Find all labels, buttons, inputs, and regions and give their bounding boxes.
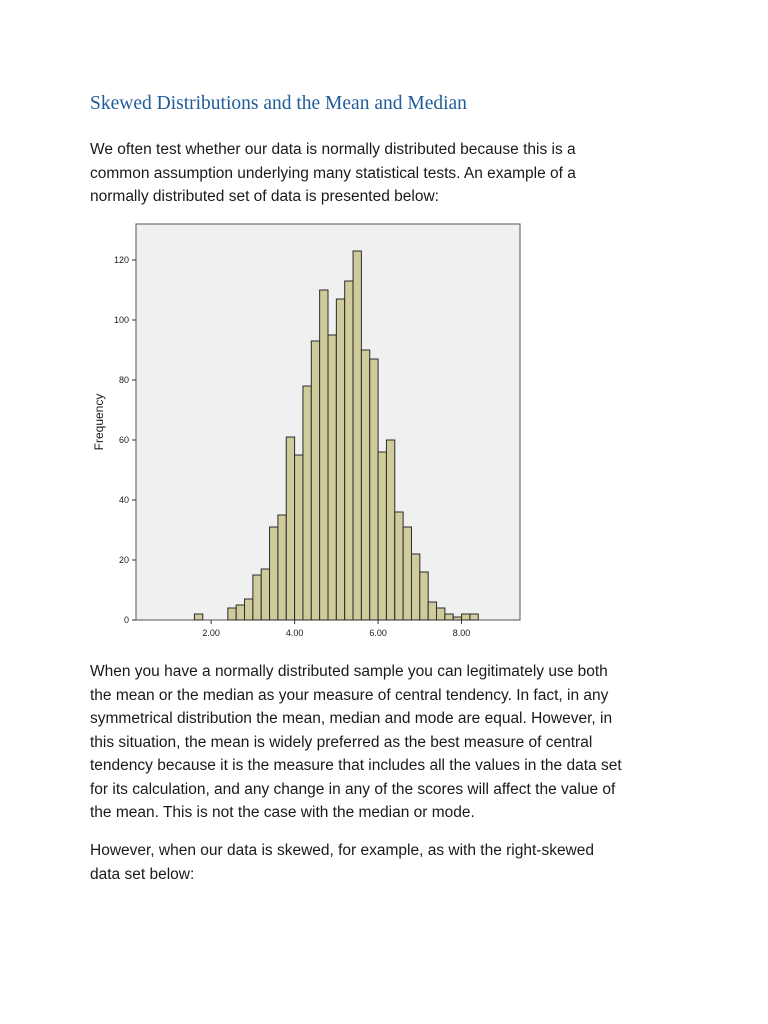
histogram-bar xyxy=(370,359,378,620)
histogram-bar xyxy=(311,341,319,620)
histogram-bar xyxy=(411,554,419,620)
x-tick-label: 2.00 xyxy=(202,628,220,636)
text-line: symmetrical distribution the mean, median and mode are equal. However, in xyxy=(90,710,613,727)
histogram-bar xyxy=(361,350,369,620)
text-line: the mean. This is not the case with the median or mode. xyxy=(90,804,475,821)
histogram-bar xyxy=(353,251,361,620)
x-tick-label: 8.00 xyxy=(452,628,471,636)
y-tick-label: 20 xyxy=(118,555,129,565)
histogram-bar xyxy=(437,608,445,620)
text-line: the mean or the median as your measure of central tendency. In fact, in any xyxy=(90,686,609,704)
text-line: for its calculation, and any change in any of the scores will affect the value of xyxy=(90,780,616,798)
y-tick-label: 60 xyxy=(118,435,129,445)
histogram-bar xyxy=(236,605,244,620)
y-tick-label: 100 xyxy=(113,315,129,325)
histogram-bar xyxy=(270,527,278,620)
histogram-bar xyxy=(470,614,478,620)
text-line: When you have a normally distributed sample you can legitimately use both xyxy=(90,663,608,680)
x-tick-label: 4.00 xyxy=(285,628,304,636)
body-paragraph xyxy=(90,660,690,825)
histogram-bar xyxy=(245,599,253,620)
histogram-bar xyxy=(453,617,461,620)
histogram-bar xyxy=(328,335,336,620)
x-tick-label: 6.00 xyxy=(369,628,387,636)
text-line: However, when our data is skewed, for example, as with the right-skewed xyxy=(90,842,594,859)
histogram-bar xyxy=(303,386,311,620)
histogram-bar xyxy=(286,437,294,620)
histogram-bar xyxy=(462,614,470,620)
y-tick-label: 0 xyxy=(123,615,129,625)
text-line: common assumption underlying many statistical tests. An example of a xyxy=(90,164,576,182)
histogram-bar xyxy=(278,515,286,620)
y-axis-label: Frequency xyxy=(92,393,106,451)
histogram-bar xyxy=(194,614,202,620)
histogram-bar xyxy=(403,527,411,620)
y-tick-label: 80 xyxy=(118,375,129,385)
text-line: data set below: xyxy=(90,865,195,883)
histogram-bar xyxy=(261,569,269,620)
text-line: this situation, the mean is widely preferred as the best measure of central xyxy=(90,733,593,751)
y-tick-label: 40 xyxy=(118,495,129,505)
histogram-bar xyxy=(445,614,453,620)
histogram-bar xyxy=(228,608,236,620)
histogram-bar xyxy=(336,299,344,620)
skew-paragraph xyxy=(90,839,690,886)
y-tick-label: 120 xyxy=(113,255,129,265)
histogram-bar xyxy=(420,572,428,620)
page-title: Skewed Distributions and the Mean and Median xyxy=(90,93,467,114)
intro-paragraph xyxy=(90,138,690,209)
text-line: tendency because it is the measure that includes all the values in the data set xyxy=(90,757,622,774)
text-line: normally distributed set of data is presented below: xyxy=(90,188,439,205)
histogram-bar xyxy=(320,290,328,620)
text-line: We often test whether our data is normally distributed because this is a xyxy=(90,141,576,158)
histogram-bar xyxy=(378,452,386,620)
histogram-bar xyxy=(428,602,436,620)
histogram-bar xyxy=(345,281,353,620)
histogram-bar xyxy=(253,575,261,620)
histogram-bar xyxy=(386,440,394,620)
histogram-bar xyxy=(295,455,303,620)
histogram-chart xyxy=(86,218,526,636)
histogram-bar xyxy=(395,512,403,620)
